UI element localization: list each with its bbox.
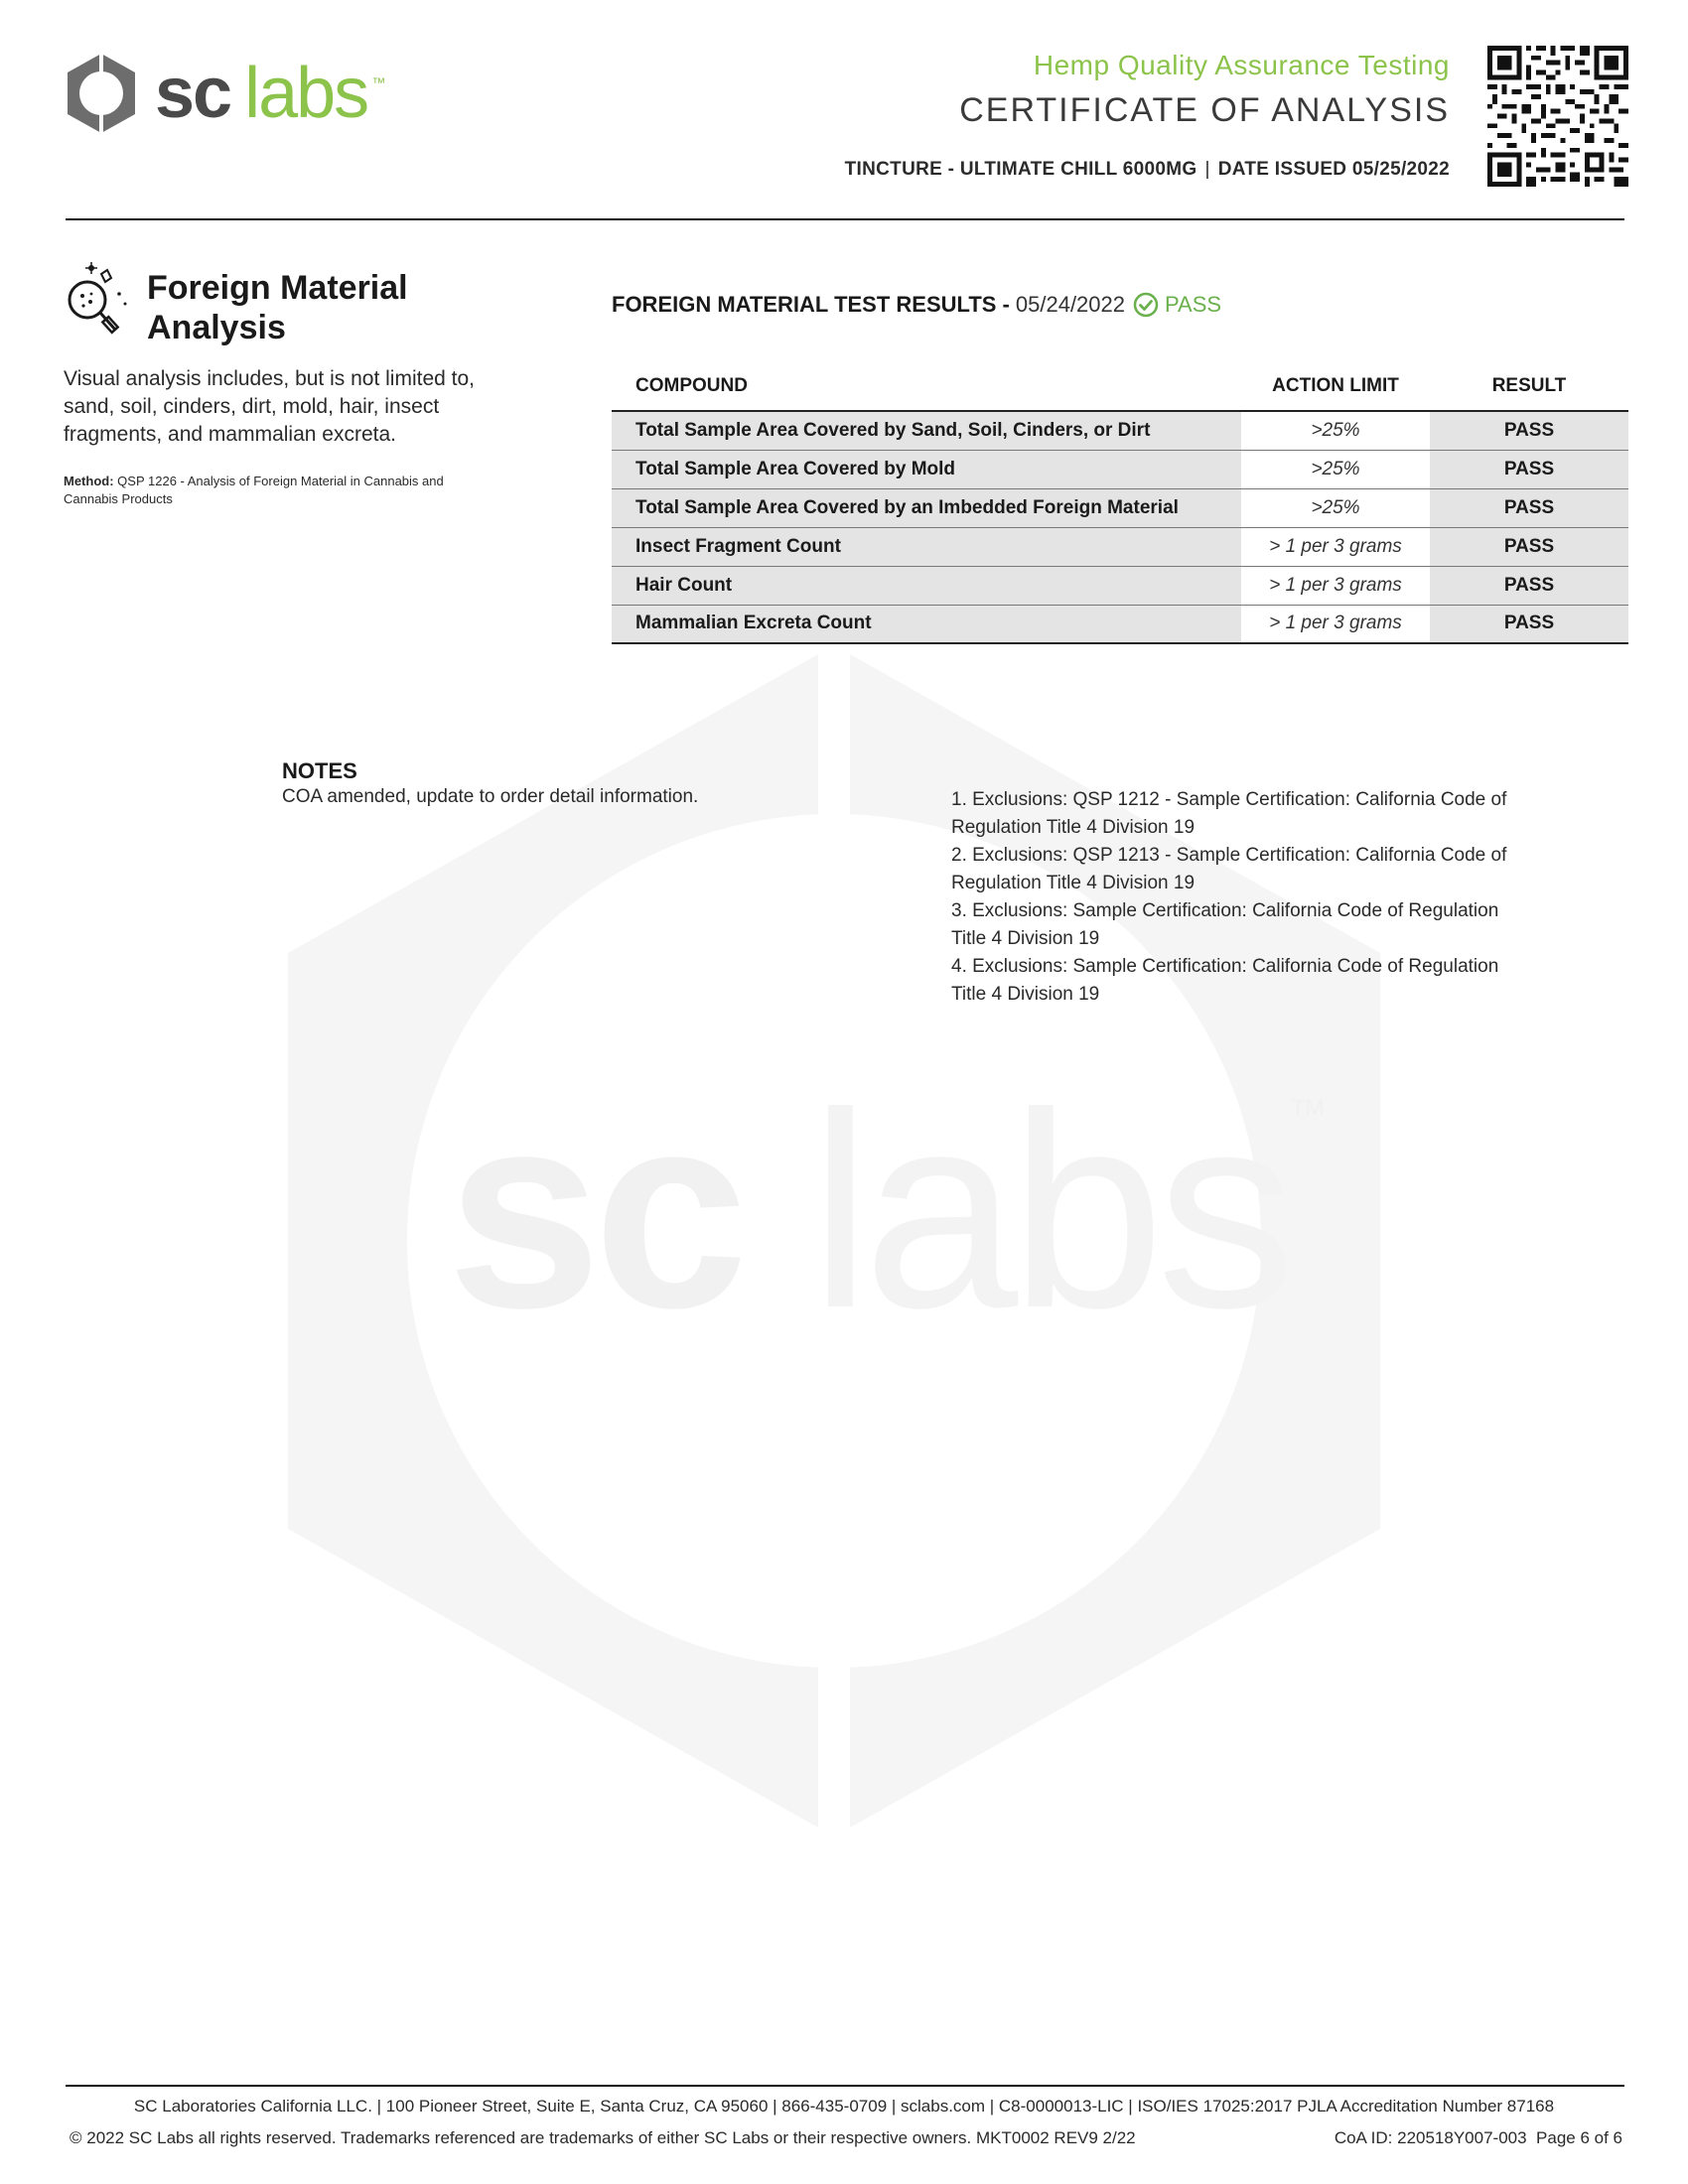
footer-copyright: © 2022 SC Labs all rights reserved. Trademarks referenced are trademarks of either SC Labs or their respective owners. MKT0002 REV9 2/22 — [70, 2128, 1136, 2147]
result-cell: PASS — [1430, 566, 1628, 605]
sc-labs-logo — [62, 50, 385, 137]
table-row — [612, 605, 1628, 643]
list-item: 3. Exclusions: Sample Certification: California Code of Regulation Title 4 Division 19 — [951, 900, 1499, 949]
compound-cell: Mammalian Excreta Count — [612, 605, 1241, 643]
notes-list — [951, 786, 1527, 1009]
footer-divider — [66, 2085, 1624, 2087]
compound-cell: Total Sample Area Covered by Mold — [612, 450, 1241, 488]
compound-cell: Total Sample Area Covered by Sand, Soil, Cinders, or Dirt — [612, 411, 1241, 450]
logo-tm: ™ — [371, 74, 386, 90]
action-limit-cell: > 1 per 3 grams — [1241, 605, 1430, 643]
date-issued: DATE ISSUED 05/25/2022 — [1217, 159, 1450, 180]
list-item: 2. Exclusions: QSP 1213 - Sample Certification: California Code of Regulation Title 4 Division 19 — [951, 845, 1507, 893]
action-limit-cell: >25% — [1241, 411, 1430, 450]
table-row — [612, 527, 1628, 566]
logo-sc-text: sc — [155, 54, 231, 133]
header-subtitle: Hemp Quality Assurance Testing — [1033, 50, 1450, 80]
magnifier-particles-icon — [62, 260, 131, 336]
header-titles — [959, 50, 1450, 130]
action-limit-cell: >25% — [1241, 488, 1430, 527]
column-header-action-limit: ACTION LIMIT — [1272, 374, 1399, 396]
compound-cell: Hair Count — [612, 566, 1241, 605]
product-name: TINCTURE - ULTIMATE CHILL 6000MG — [844, 159, 1197, 180]
results-test-date: 05/24/2022 — [1015, 292, 1125, 317]
logo-labs-text: labs — [244, 54, 368, 133]
action-limit-cell: > 1 per 3 grams — [1241, 527, 1430, 566]
footer-coa-page — [1335, 2128, 1622, 2148]
result-cell: PASS — [1430, 605, 1628, 643]
table-row — [612, 411, 1628, 450]
certificate-title: CERTIFICATE OF ANALYSIS — [959, 91, 1450, 129]
section-description: Visual analysis includes, but is not limited to, sand, soil, cinders, dirt, mold, hair, insect fragments, and mammalian excreta. — [64, 367, 475, 446]
table-row — [612, 566, 1628, 605]
notes-text: COA amended, update to order detail information. — [282, 786, 699, 807]
page-number: Page 6 of 6 — [1536, 2128, 1622, 2147]
header-divider — [66, 218, 1624, 220]
list-item: 1. Exclusions: QSP 1212 - Sample Certification: California Code of Regulation Title 4 Division 19 — [951, 789, 1507, 838]
notes-title: NOTES — [282, 758, 357, 783]
header-meta — [845, 159, 1450, 181]
action-limit-cell: >25% — [1241, 450, 1430, 488]
result-cell: PASS — [1430, 411, 1628, 450]
results-heading-label: FOREIGN MATERIAL TEST RESULTS - — [612, 292, 1010, 317]
column-header-compound: COMPOUND — [635, 374, 748, 396]
qr-code-icon[interactable] — [1487, 46, 1628, 187]
method-note: Method: QSP 1226 - Analysis of Foreign Material in Cannabis and Cannabis Products — [64, 474, 444, 506]
footer-address: SC Laboratories California LLC. | 100 Pioneer Street, Suite E, Santa Cruz, CA 95060 | 866-435-0709 | sclabs.com | C8-0000013-LIC | ISO/IES 17025:2017 PJLA Accreditation Number 87168 — [133, 2097, 1555, 2116]
result-cell: PASS — [1430, 450, 1628, 488]
table-row — [612, 488, 1628, 527]
coa-id: CoA ID: 220518Y007-003 — [1334, 2128, 1527, 2147]
table-header-row — [612, 361, 1628, 411]
result-cell: PASS — [1430, 488, 1628, 527]
hexagon-logo-icon — [62, 50, 141, 137]
results-table — [612, 361, 1628, 644]
header-separator: | — [1204, 159, 1210, 180]
table-row — [612, 450, 1628, 488]
compound-cell: Total Sample Area Covered by an Imbedded Foreign Material — [612, 488, 1241, 527]
section-title: Foreign Material Analysis — [147, 269, 408, 346]
column-header-result: RESULT — [1491, 374, 1567, 396]
action-limit-cell: > 1 per 3 grams — [1241, 566, 1430, 605]
results-status-badge: PASS — [1165, 292, 1222, 317]
results-heading — [612, 292, 1221, 318]
list-item: 4. Exclusions: Sample Certification: California Code of Regulation Title 4 Division 19 — [951, 956, 1499, 1005]
check-circle-icon — [1133, 292, 1159, 318]
result-cell: PASS — [1430, 527, 1628, 566]
watermark-logo: sc labs™ — [447, 1056, 1328, 1366]
compound-cell: Insect Fragment Count — [612, 527, 1241, 566]
